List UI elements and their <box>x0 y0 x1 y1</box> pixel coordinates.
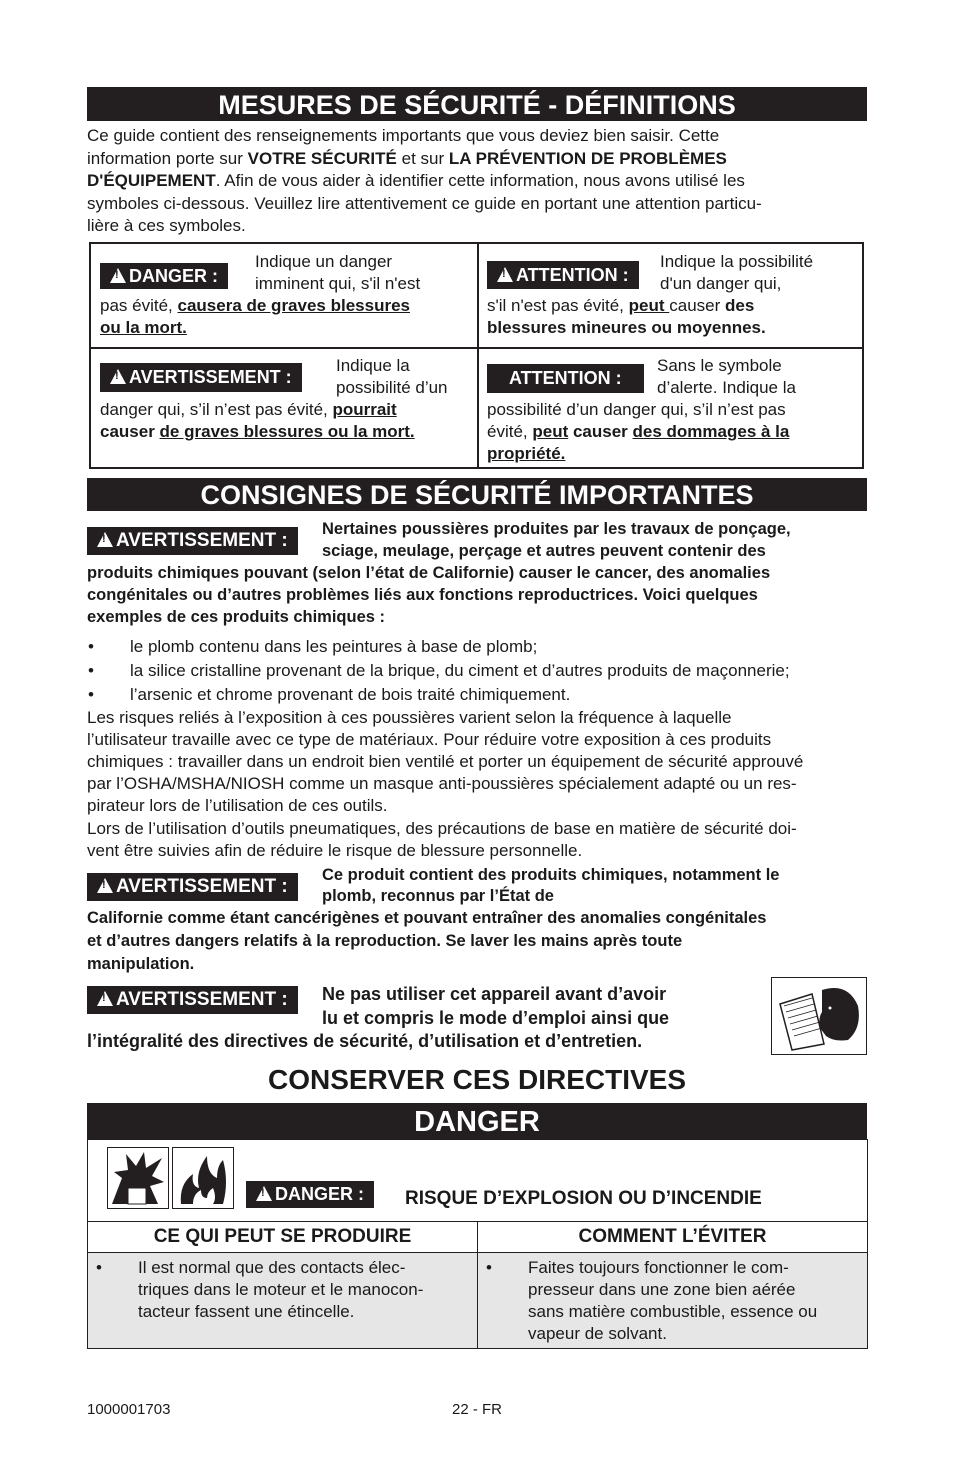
alert-triangle-icon <box>110 369 126 384</box>
list-item: • <box>88 637 94 656</box>
warning-california-text-cont: Californie comme étant cancérigènes et pouvant entraîner des anomalies congénitales et d’autres dangers relatifs à la reproduction. Se laver les mains après toute manipulation. <box>87 909 767 973</box>
exposure-paragraph: Les risques reliés à l’exposition à ces poussières varient selon la fréquence à laquelle l’utilisateur travaille avec ce type de matériaux. Pour réduire votre exposition à ces produits chimiques : travailler dans un endroit bien ventilé et porter un équipement de sécurité approuvé par l’OSHA/MSHA/NIOSH comme un masque anti-poussières spécialement adapté ou un res- pirateur lors de l’utilisation de ces outils. <box>87 708 804 815</box>
danger-badge: !DANGER : <box>100 263 228 289</box>
attention-badge: ATTENTION : <box>487 364 644 393</box>
danger-section-title: DANGER <box>87 1103 867 1140</box>
warning-california-text: Ce produit contient des produits chimiques, notamment le plomb, reconnus par l’État de <box>322 866 780 905</box>
danger-badge: !DANGER : <box>246 1181 374 1208</box>
avertissement-badge: !AVERTISSEMENT : <box>100 363 302 392</box>
alert-triangle-icon <box>256 1186 272 1201</box>
column-header-what-can-happen: CE QUI PEUT SE PRODUIRE <box>153 1226 412 1247</box>
list-item-text: l’arsenic et chrome provenant de bois traité chimiquement. <box>130 685 571 704</box>
warning-dust-text: Nertaines poussières produites par les travaux de ponçage, sciage, meulage, perçage et autres peuvent contenir des <box>322 520 791 560</box>
section-title-definitions: MESURES DE SÉCURITÉ - DÉFINITIONS <box>87 87 867 121</box>
column-header-how-to-avoid: COMMENT L’ÉVITER <box>578 1226 767 1247</box>
avertissement-badge: !AVERTISSEMENT : <box>87 986 298 1014</box>
list-item-text: la silice cristalline provenant de la brique, du ciment et d’autres produits de maçonnerie; <box>130 661 790 680</box>
alert-triangle-icon <box>97 991 113 1006</box>
danger-left-text: Il est normal que des contacts élec- triques dans le moteur et le manocon- tacteur fassent une étincelle. <box>138 1258 424 1321</box>
list-item: • <box>96 1258 102 1277</box>
attention-badge: !ATTENTION : <box>487 261 639 289</box>
list-item: • <box>486 1258 492 1277</box>
danger-right-text: Faites toujours fonctionner le com- presseur dans une zone bien aérée sans matière combustible, essence ou vapeur de solvant. <box>528 1258 818 1343</box>
fire-icon <box>172 1147 234 1209</box>
read-manual-icon <box>771 977 867 1055</box>
avertissement-badge: !AVERTISSEMENT : <box>87 873 298 901</box>
warning-manual-text: Ne pas utiliser cet appareil avant d’avoir lu et compris le mode d’emploi ainsi que <box>322 984 670 1028</box>
list-item-text: le plomb contenu dans les peintures à base de plomb; <box>130 637 538 656</box>
section-title-consignes: CONSIGNES DE SÉCURITÉ IMPORTANTES <box>87 478 867 511</box>
document-code: 1000001703 <box>87 1401 171 1418</box>
alert-triangle-icon <box>97 878 113 893</box>
danger-table <box>87 1139 868 1349</box>
list-item: • <box>88 661 94 680</box>
avertissement-badge: !AVERTISSEMENT : <box>87 527 298 555</box>
page-number: 22 - FR <box>451 1401 502 1418</box>
risk-heading: RISQUE D’EXPLOSION OU D’INCENDIE <box>405 1188 762 1209</box>
definitions-table: !DANGER : Indique un danger imminent qui, s'il n'est pas évité, causera de graves blessures ou la mort. !ATTENTION : Indique la possibilité d'un danger qui, s'il n'est pas évité, peut causer des blessures mineures ou moyennes. !AVERTISSEMENT : Indique la possibilité d’un danger qui, s’il n’est pas évité, pourrait causer de graves blessures ou la mort. ATTENTION : Sans le symbole d’alerte. Indique la possibilité d’un danger qui, s’il n’est pas évité, peut causer des dommages à la propriété. <box>89 242 864 469</box>
alert-triangle-icon <box>97 532 113 547</box>
intro-paragraph: Ce guide contient des renseignements importants que vous deviez bien saisir. Cette information porte sur VOTRE SÉCURITÉ et sur LA PRÉVENTION DE PROBLÈMES D'ÉQUIPEMENT. Afin de vous aider à identifier cette information, nous avons utilisé les symboles ci-dessous. Veuillez lire attentivement ce guide en portant une attention particu- lière à ces symboles. <box>87 126 762 235</box>
explosion-icon <box>107 1147 169 1209</box>
alert-triangle-icon <box>110 268 126 283</box>
warning-manual-text-cont: l’intégralité des directives de sécurité, d’utilisation et d’entretien. <box>87 1031 643 1051</box>
warning-dust-text-cont: produits chimiques pouvant (selon l’état de Californie) causer le cancer, des anomalies congénitales ou d’autres problèmes liés aux fonctions reproductrices. Voici quelques exemples de ces produits chimiques : <box>87 564 771 626</box>
keep-directives-heading: CONSERVER CES DIRECTIVES <box>267 1064 687 1095</box>
alert-triangle-icon <box>497 267 513 282</box>
list-item: • <box>88 685 94 704</box>
pneumatic-paragraph: Lors de l’utilisation d’outils pneumatiques, des précautions de base en matière de sécurité doi- vent être suivies afin de réduire le risque de blessure personnelle. <box>87 819 797 860</box>
